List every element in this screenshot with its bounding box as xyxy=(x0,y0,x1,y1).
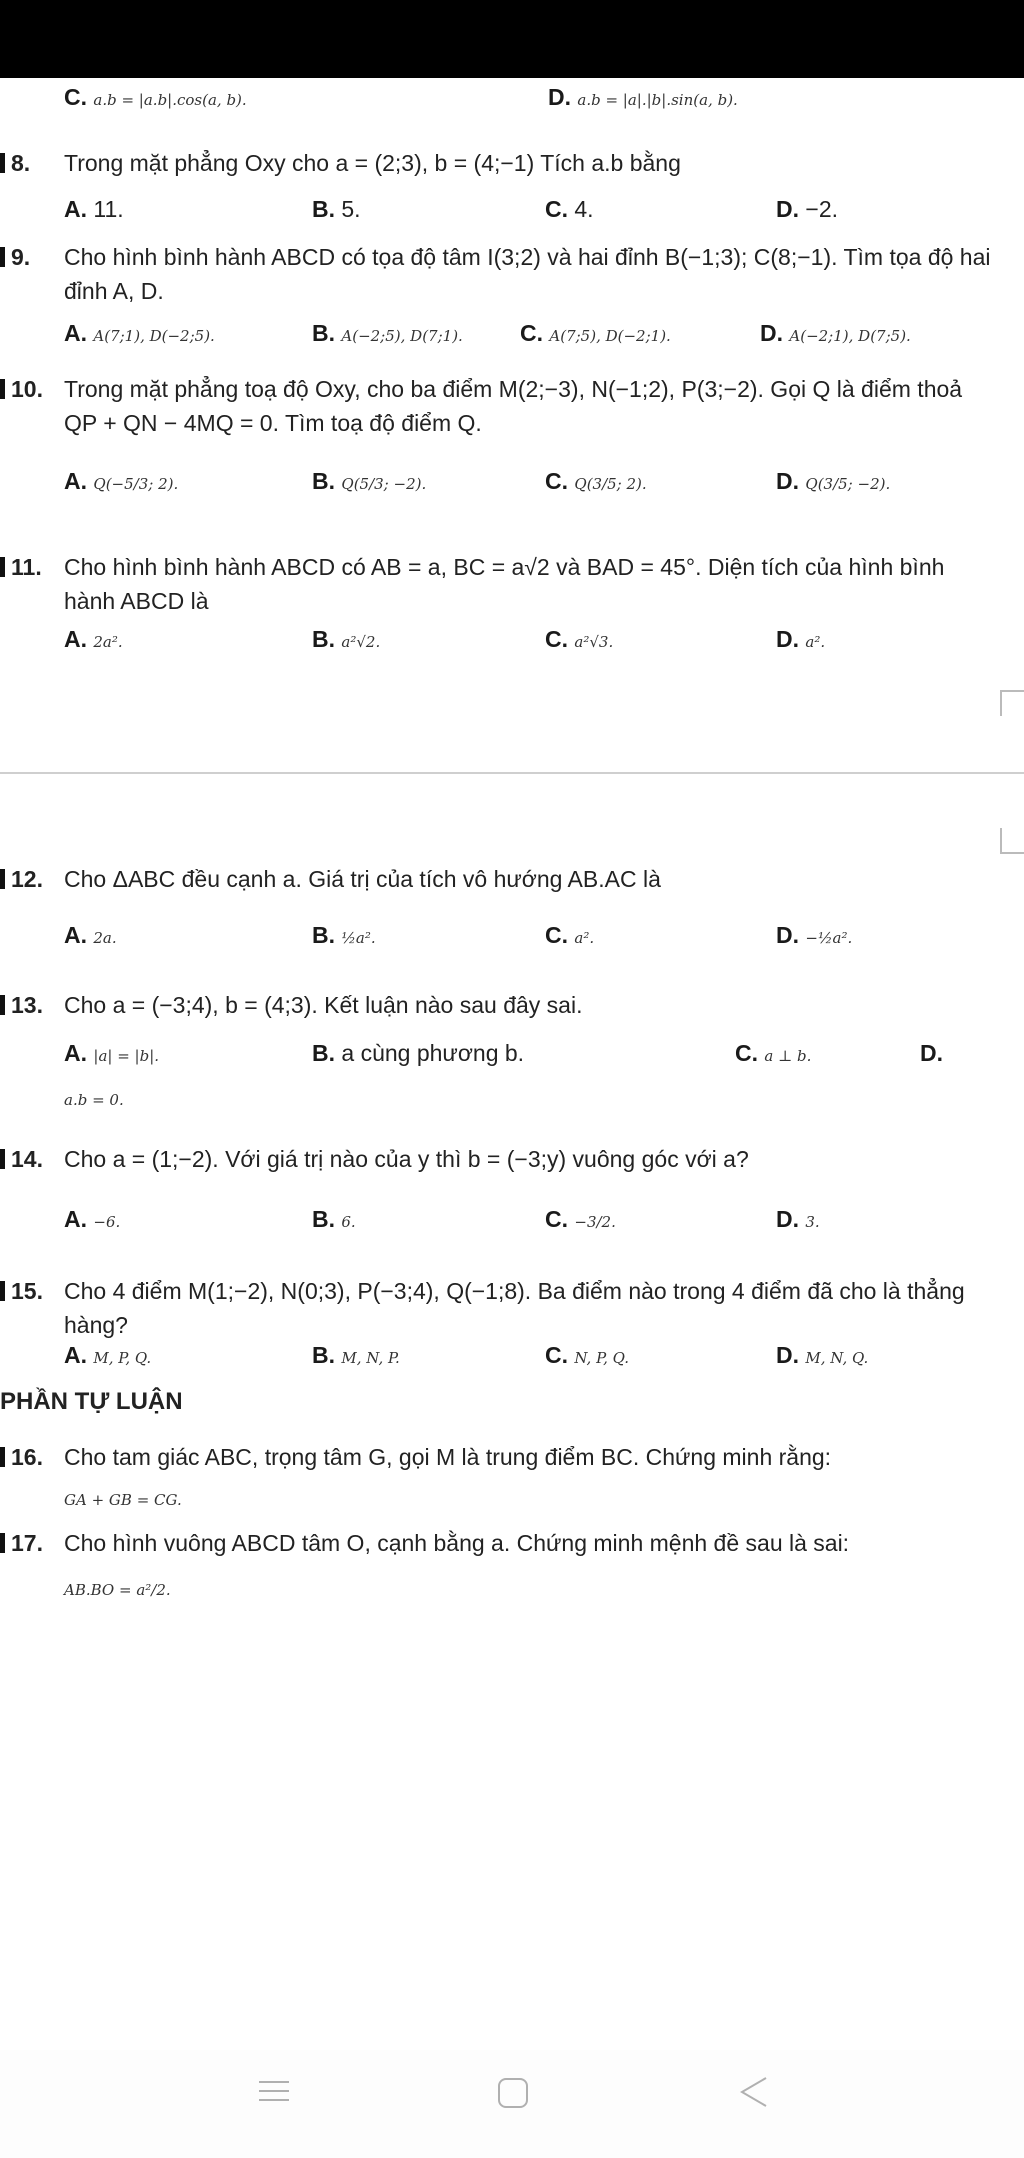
option-c: C. 4. xyxy=(545,196,594,222)
option-d: D. −2. xyxy=(776,196,839,222)
back-icon[interactable] xyxy=(736,2074,770,2110)
option-b: B. M, N, P. xyxy=(312,1342,400,1368)
option-c: C. A(7;5), D(−2;1). xyxy=(520,320,671,346)
option-c: C. a.b = |a.b|.cos(a, b). xyxy=(64,84,247,110)
option-a: A. 2a. xyxy=(64,922,117,948)
option-c: C. a²√3. xyxy=(545,626,614,652)
question-number: 10. xyxy=(0,372,43,406)
option-b: B. a²√2. xyxy=(312,626,381,652)
option-a: A. M, P, Q. xyxy=(64,1342,152,1368)
option-b: B. 6. xyxy=(312,1206,356,1232)
question-number: 15. xyxy=(0,1274,43,1308)
option-a: A. 2a². xyxy=(64,626,123,652)
question-stem: Cho tam giác ABC, trọng tâm G, gọi M là trung điểm BC. Chứng minh rằng: xyxy=(64,1444,832,1470)
home-icon[interactable] xyxy=(496,2076,530,2110)
option-d: D. −½a². xyxy=(776,922,853,948)
option-b: B. A(−2;5), D(7;1). xyxy=(312,320,463,346)
question-stem: Cho a = (−3;4), b = (4;3). Kết luận nào sau đây sai. xyxy=(64,992,583,1018)
question-number: 8. xyxy=(0,146,30,180)
option-b: B. ½a². xyxy=(312,922,376,948)
option-d: D. Q(3/5; −2). xyxy=(776,468,891,494)
question-stem: Cho 4 điểm M(1;−2), N(0;3), P(−3;4), Q(−1;8). Ba điểm nào trong 4 điểm đã cho là thẳng hàng? xyxy=(64,1278,965,1338)
option-c: C. −3/2. xyxy=(545,1206,616,1232)
question-number: 17. xyxy=(0,1526,43,1560)
question-number: 9. xyxy=(0,240,30,274)
option-c: C. a². xyxy=(545,922,595,948)
option-a: A. −6. xyxy=(64,1206,121,1232)
option-b: B. 5. xyxy=(312,196,361,222)
top-black-bar xyxy=(0,0,1024,78)
option-a: A. |a| = |b|. xyxy=(64,1040,160,1066)
question-stem: Cho hình bình hành ABCD có AB = a, BC = a√2 và BAD = 45°. Diện tích của hình bình hành ABCD là xyxy=(64,554,945,614)
formula: GA + GB = CG. xyxy=(64,1491,182,1509)
question-number: 16. xyxy=(0,1440,43,1474)
question-stem: Cho hình bình hành ABCD có tọa độ tâm I(3;2) và hai đỉnh B(−1;3); C(8;−1). Tìm tọa độ hai đỉnh A, D. xyxy=(64,244,991,304)
option-c: C. a ⊥ b. xyxy=(735,1040,812,1066)
option-b: B. Q(5/3; −2). xyxy=(312,468,427,494)
formula: AB.BO = a²/2. xyxy=(64,1581,171,1599)
question-stem: Cho a = (1;−2). Với giá trị nào của y thì b = (−3;y) vuông góc với a? xyxy=(64,1146,749,1172)
navigation-bar xyxy=(0,2050,1024,2158)
option-a: A. 11. xyxy=(64,196,124,222)
question-stem: Cho hình vuông ABCD tâm O, cạnh bằng a. Chứng minh mệnh đề sau là sai: xyxy=(64,1530,850,1556)
option-b: B. a cùng phương b. xyxy=(312,1040,525,1066)
page-divider xyxy=(0,772,1024,774)
option-d: D. a². xyxy=(776,626,826,652)
page-corner-mark xyxy=(1000,690,1024,716)
option-d: D. A(−2;1), D(7;5). xyxy=(760,320,911,346)
question-number: 13. xyxy=(0,988,43,1022)
option-d: D. a.b = |a|.|b|.sin(a, b). xyxy=(548,84,738,110)
option-d: D. 3. xyxy=(776,1206,820,1232)
page-corner-mark xyxy=(1000,828,1024,854)
menu-icon[interactable] xyxy=(256,2076,292,2106)
option-d: D. M, N, Q. xyxy=(776,1342,869,1368)
question-number: 14. xyxy=(0,1142,43,1176)
option-a: A. A(7;1), D(−2;5). xyxy=(64,320,215,346)
question-number: 11. xyxy=(0,550,42,584)
option-c: C. Q(3/5; 2). xyxy=(545,468,647,494)
question-stem: Trong mặt phẳng Oxy cho a = (2;3), b = (4;−1) Tích a.b bằng xyxy=(64,150,681,176)
option-d-text: a.b = 0. xyxy=(64,1091,124,1109)
option-c: C. N, P, Q. xyxy=(545,1342,629,1368)
option-a: A. Q(−5/3; 2). xyxy=(64,468,179,494)
option-d: D. xyxy=(920,1040,943,1066)
question-number: 12. xyxy=(0,862,43,896)
section-heading: PHẦN TỰ LUẬN xyxy=(0,1388,183,1415)
question-stem: Cho ΔABC đều cạnh a. Giá trị của tích vô hướng AB.AC là xyxy=(64,866,661,892)
question-stem: Trong mặt phẳng toạ độ Oxy, cho ba điểm M(2;−3), N(−1;2), P(3;−2). Gọi Q là điểm thoả QP + QN − 4MQ = 0. Tìm toạ độ điểm Q. xyxy=(64,376,963,436)
